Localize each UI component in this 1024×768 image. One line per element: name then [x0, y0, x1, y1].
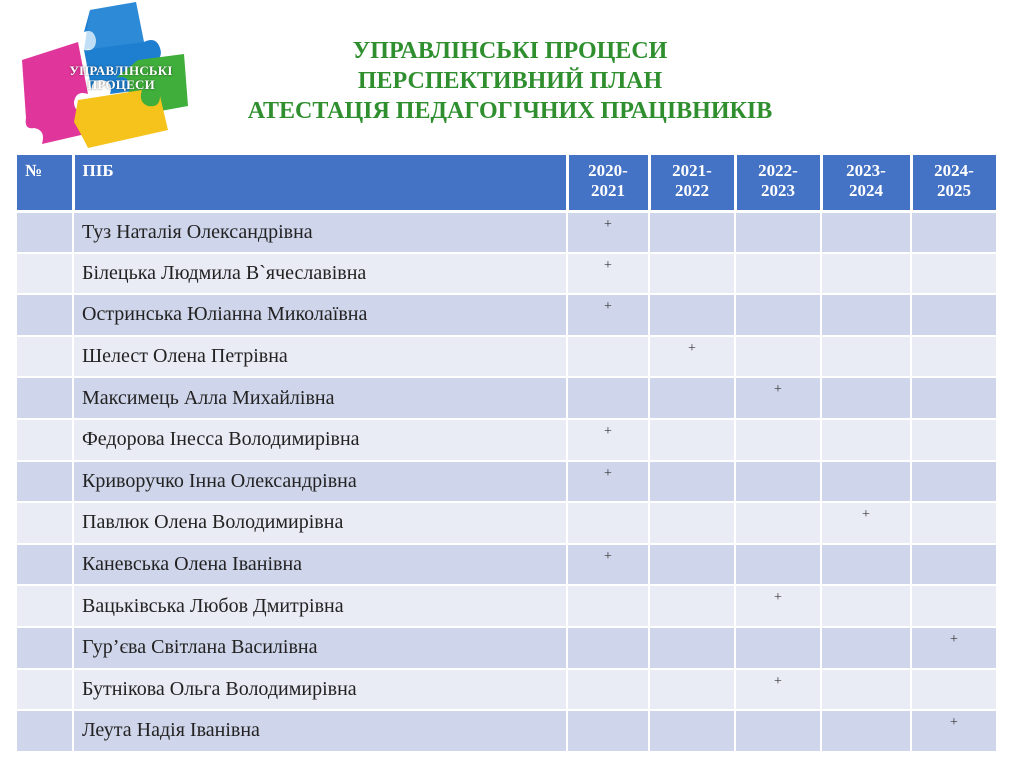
year-mark-cell: + — [735, 585, 821, 627]
year-mark-cell — [911, 419, 997, 461]
year-mark-cell — [821, 377, 911, 419]
year-mark-cell — [821, 710, 911, 752]
year-mark-cell — [821, 585, 911, 627]
table-row — [17, 585, 997, 627]
year-mark-cell — [649, 627, 735, 669]
header-year: 2021- 2022 — [649, 155, 735, 211]
year-mark-cell — [567, 669, 649, 711]
table-row — [17, 627, 997, 669]
table-row — [17, 502, 997, 544]
year-mark-cell — [649, 211, 735, 253]
year-mark-cell — [735, 502, 821, 544]
year-mark-cell: + — [649, 336, 735, 378]
table-row — [17, 544, 997, 586]
row-name-cell: Вацьківська Любов Дмитрівна — [73, 585, 567, 627]
year-mark-cell: + — [567, 211, 649, 253]
row-num-cell — [17, 336, 73, 378]
year-mark-cell — [735, 627, 821, 669]
row-num-cell — [17, 211, 73, 253]
year-mark-cell — [821, 253, 911, 295]
row-num-cell — [17, 585, 73, 627]
year-mark-cell: + — [735, 377, 821, 419]
year-mark-cell: + — [735, 669, 821, 711]
year-mark-cell — [821, 627, 911, 669]
year-mark-cell — [911, 336, 997, 378]
year-mark-cell — [649, 710, 735, 752]
row-name-cell: Шелест Олена Петрівна — [73, 336, 567, 378]
year-mark-cell — [567, 377, 649, 419]
year-mark-cell — [649, 294, 735, 336]
header-year: 2024- 2025 — [911, 155, 997, 211]
table-row — [17, 336, 997, 378]
row-num-cell — [17, 544, 73, 586]
year-mark-cell — [649, 377, 735, 419]
year-mark-cell: + — [911, 710, 997, 752]
year-mark-cell — [649, 585, 735, 627]
header-row — [17, 155, 997, 211]
attestation-table — [17, 155, 999, 753]
year-mark-cell — [567, 710, 649, 752]
row-num-cell — [17, 419, 73, 461]
year-mark-cell — [735, 253, 821, 295]
row-num-cell — [17, 502, 73, 544]
year-mark-cell — [735, 211, 821, 253]
table-row — [17, 211, 997, 253]
puzzle-logo — [18, 2, 190, 154]
year-mark-cell: + — [567, 419, 649, 461]
header-year: 2023- 2024 — [821, 155, 911, 211]
year-mark-cell — [735, 544, 821, 586]
year-mark-cell — [567, 585, 649, 627]
title-line-1: УПРАВЛІНСЬКІ ПРОЦЕСИ — [352, 38, 668, 64]
row-num-cell — [17, 710, 73, 752]
year-mark-cell — [911, 377, 997, 419]
row-num-cell — [17, 669, 73, 711]
year-mark-cell — [821, 211, 911, 253]
year-mark-cell — [735, 294, 821, 336]
year-mark-cell: + — [567, 461, 649, 503]
row-num-cell — [17, 253, 73, 295]
row-name-cell: Бутнікова Ольга Володимирівна — [73, 669, 567, 711]
header-name: ПІБ — [73, 155, 567, 211]
title-line-2: ПЕРСПЕКТИВНИЙ ПЛАН — [357, 68, 663, 94]
row-num-cell — [17, 377, 73, 419]
year-mark-cell: + — [567, 253, 649, 295]
year-mark-cell — [567, 336, 649, 378]
page-title — [180, 36, 840, 126]
logo-line-2: ПРОЦЕСИ — [87, 77, 155, 92]
table-row — [17, 669, 997, 711]
table-row — [17, 377, 997, 419]
logo-line-1: УПРАВЛІНСЬКІ — [69, 63, 173, 78]
year-mark-cell — [911, 585, 997, 627]
year-mark-cell — [911, 461, 997, 503]
year-mark-cell — [821, 419, 911, 461]
table-row — [17, 461, 997, 503]
row-num-cell — [17, 461, 73, 503]
year-mark-cell — [821, 294, 911, 336]
year-mark-cell — [821, 544, 911, 586]
year-mark-cell — [649, 461, 735, 503]
row-name-cell: Гур’єва Світлана Василівна — [73, 627, 567, 669]
year-mark-cell — [911, 294, 997, 336]
row-name-cell: Максимець Алла Михайлівна — [73, 377, 567, 419]
year-mark-cell — [649, 502, 735, 544]
row-name-cell: Остринська Юліанна Миколаївна — [73, 294, 567, 336]
table-row — [17, 253, 997, 295]
year-mark-cell — [911, 253, 997, 295]
header-num: № — [17, 155, 73, 211]
row-name-cell: Криворучко Інна Олександрівна — [73, 461, 567, 503]
table-row — [17, 294, 997, 336]
header-year: 2020- 2021 — [567, 155, 649, 211]
row-name-cell: Леута Надія Іванівна — [73, 710, 567, 752]
year-mark-cell: + — [567, 544, 649, 586]
year-mark-cell — [911, 211, 997, 253]
year-mark-cell — [735, 336, 821, 378]
year-mark-cell — [567, 627, 649, 669]
title-line-3: АТЕСТАЦІЯ ПЕДАГОГІЧНИХ ПРАЦІВНИКІВ — [247, 98, 773, 124]
year-mark-cell — [911, 544, 997, 586]
row-name-cell: Павлюк Олена Володимирівна — [73, 502, 567, 544]
row-name-cell: Туз Наталія Олександрівна — [73, 211, 567, 253]
year-mark-cell — [649, 253, 735, 295]
year-mark-cell — [567, 502, 649, 544]
year-mark-cell: + — [567, 294, 649, 336]
year-mark-cell — [821, 336, 911, 378]
year-mark-cell — [649, 419, 735, 461]
row-num-cell — [17, 294, 73, 336]
year-mark-cell — [911, 502, 997, 544]
row-name-cell: Білецька Людмила В`ячеславівна — [73, 253, 567, 295]
year-mark-cell — [735, 419, 821, 461]
row-name-cell: Федорова Інесса Володимирівна — [73, 419, 567, 461]
header-year: 2022- 2023 — [735, 155, 821, 211]
row-num-cell — [17, 627, 73, 669]
year-mark-cell — [649, 669, 735, 711]
year-mark-cell — [649, 544, 735, 586]
table-row — [17, 419, 997, 461]
year-mark-cell: + — [821, 502, 911, 544]
logo-text — [46, 64, 196, 92]
year-mark-cell — [911, 669, 997, 711]
table-row — [17, 710, 997, 752]
year-mark-cell — [735, 461, 821, 503]
year-mark-cell — [821, 461, 911, 503]
year-mark-cell — [735, 710, 821, 752]
year-mark-cell: + — [911, 627, 997, 669]
year-mark-cell — [821, 669, 911, 711]
row-name-cell: Каневська Олена Іванівна — [73, 544, 567, 586]
